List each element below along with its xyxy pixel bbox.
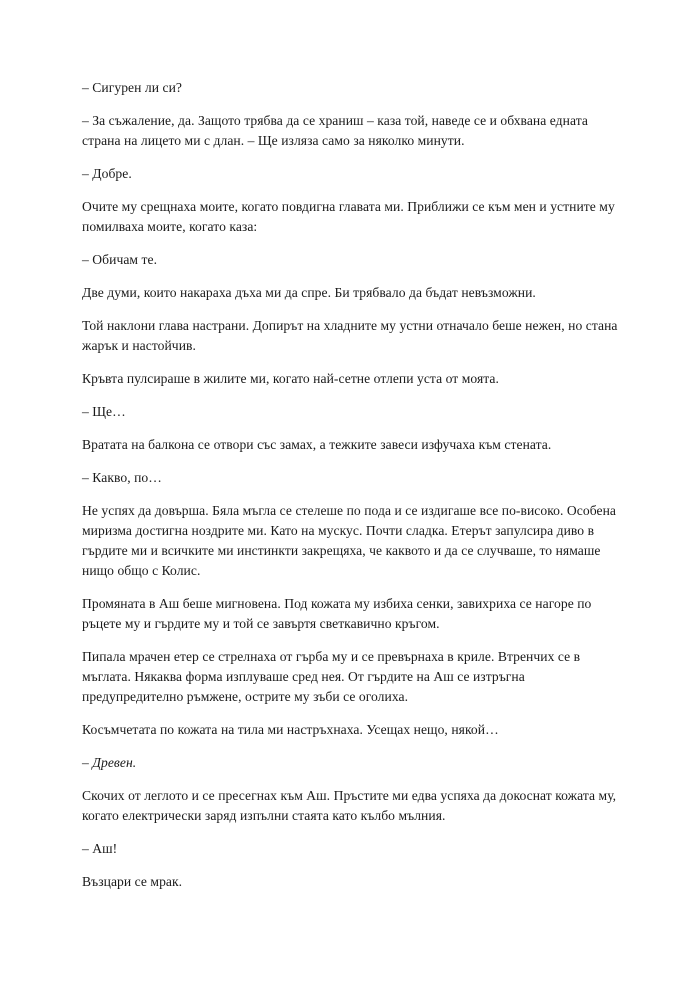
paragraph: – Аш!: [82, 841, 118, 856]
document-page: [82, 78, 622, 905]
paragraph: – За съжаление, да. Защото трябва да се храниш – каза той, наведе се и обхвана едната страна на лицето ми с длан. – Ще изляза само за няколко минути.: [82, 113, 588, 148]
paragraph: Две думи, които накараха дъха ми да спре. Би трябвало да бъдат невъзможни.: [82, 285, 536, 300]
paragraph: – Сигурен ли си?: [82, 80, 183, 95]
paragraph: Косъмчетата по кожата на тила ми настръхнаха. Усещах нещо, някой…: [82, 722, 499, 737]
paragraph: Пипала мрачен етер се стрелнаха от гърба му и се превърнаха в криле. Втренчих се в мъглата. Някаква форма изплуваше сред нея. От гърдите на Аш се изтръгна предупредително ръмжене, острите му зъби се оголиха.: [82, 649, 581, 704]
paragraph: – Ще…: [82, 404, 126, 419]
paragraph: Кръвта пулсираше в жилите ми, когато най-сетне отлепи уста от моята.: [82, 371, 499, 386]
paragraph: Очите му срещнаха моите, когато повдигна главата ми. Приближи се към мен и устните му помилваха моите, когато каза:: [82, 199, 615, 234]
paragraph: Той наклони глава настрани. Допирът на хладните му устни отначало беше нежен, но стана жарък и настойчив.: [82, 318, 618, 353]
paragraph: – Добре.: [82, 166, 132, 181]
paragraph: Вратата на балкона се отвори със замах, а тежките завеси изфучаха към стената.: [82, 437, 552, 452]
paragraph: Не успях да довърша. Бяла мъгла се стелеше по пода и се издигаше все по-високо. Особена миризма достигна ноздрите ми. Като на мускус. Почти сладка. Етерът запулсира диво в гърдите ми и всичките ми инстинкти закрещяха, че каквото и да се случваше, то нямаше нищо общо с Колис.: [82, 503, 617, 578]
paragraph: Възцари се мрак.: [82, 874, 183, 889]
paragraph: – Обичам те.: [82, 252, 158, 267]
paragraph: Промяната в Аш беше мигновена. Под кожата му избиха сенки, завихриха се нагоре по ръцете му и гърдите му и той се завъртя светкавично кръгом.: [82, 596, 592, 631]
paragraph: Скочих от леглото и се пресегнах към Аш. Пръстите ми едва успяха да докоснат кожата му, когато електрически заряд изпълни стаята като кълбо мълния.: [82, 788, 617, 823]
paragraph-italic: – Древен.: [82, 755, 137, 770]
paragraph: – Какво, по…: [82, 470, 162, 485]
